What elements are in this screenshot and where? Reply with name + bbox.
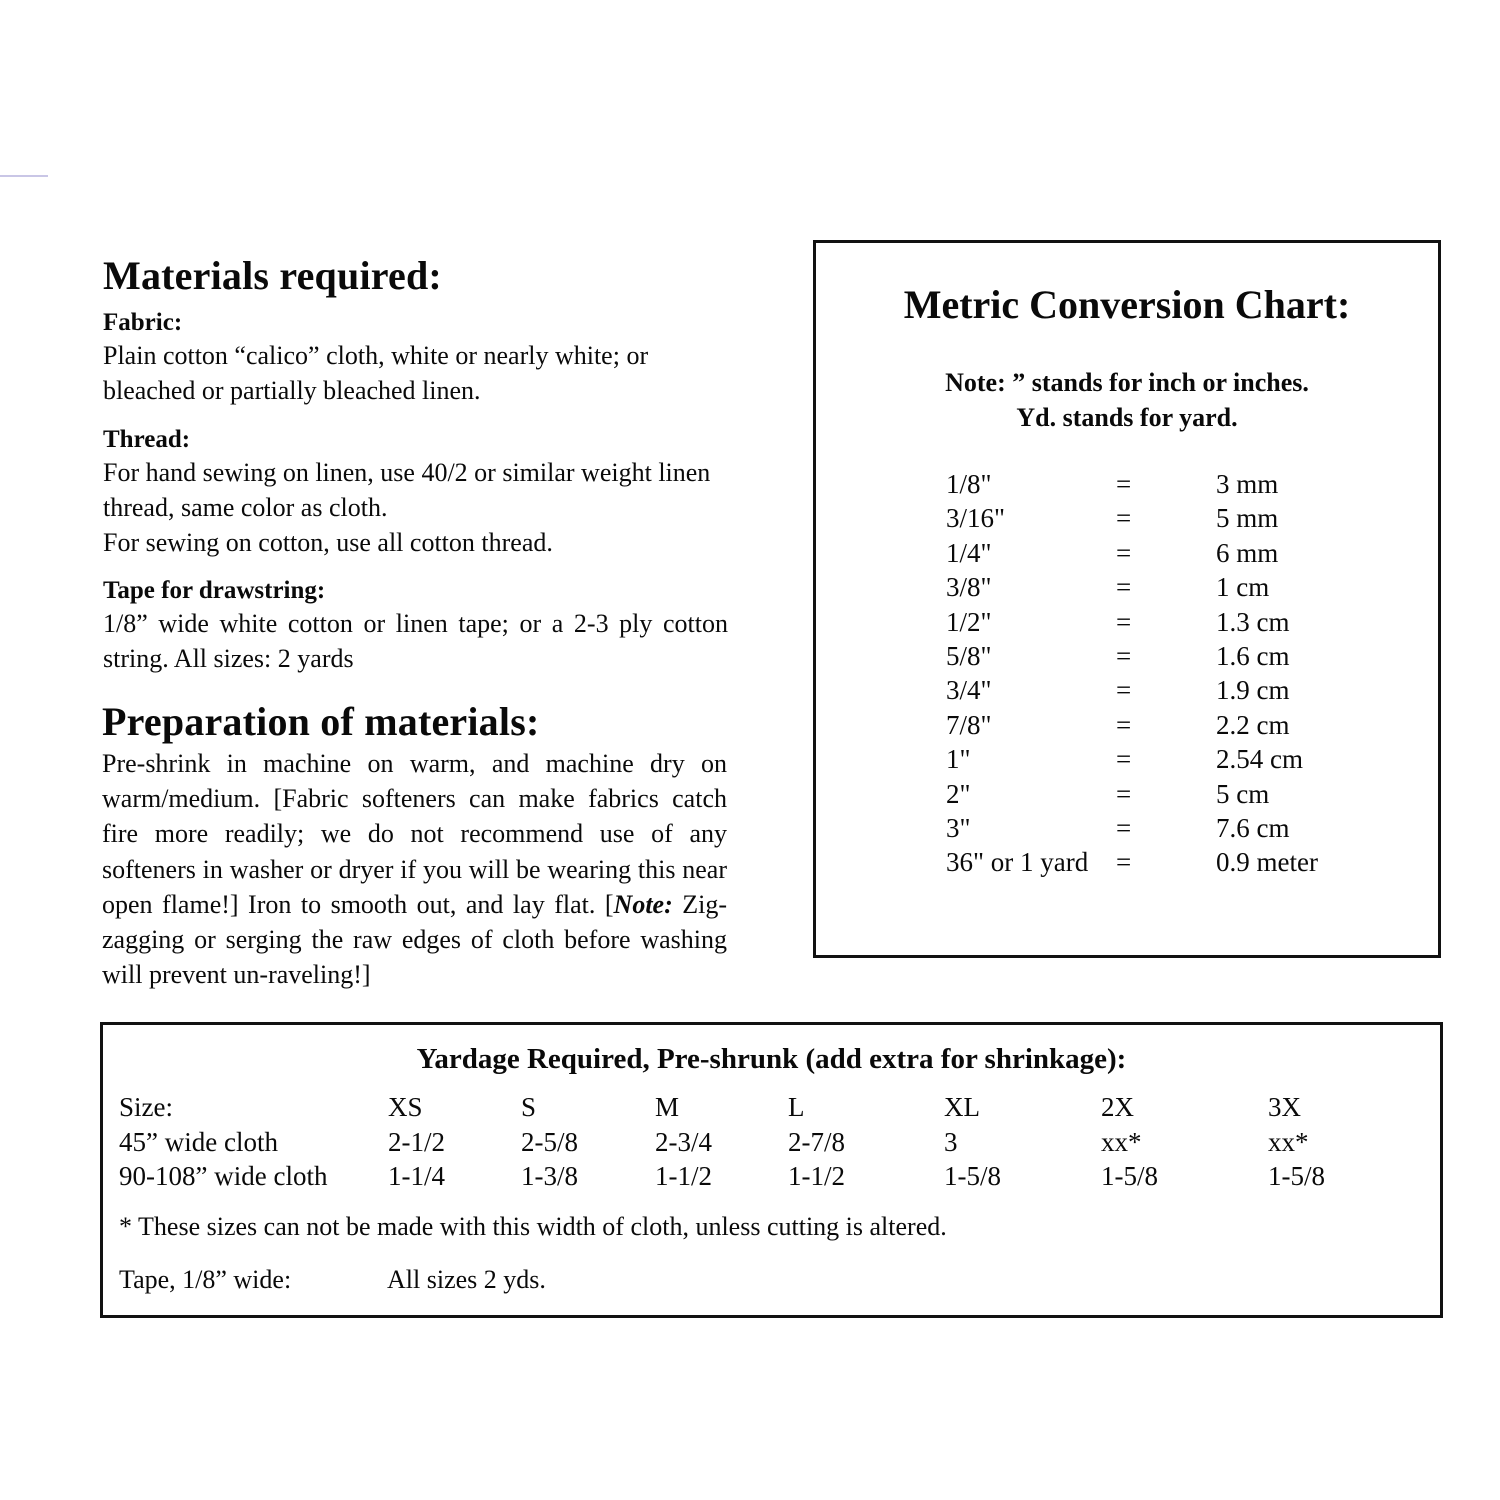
metric-equals: = bbox=[1116, 503, 1132, 534]
preparation-note-open: [ bbox=[604, 889, 614, 919]
metric-inches: 1/2" bbox=[946, 606, 992, 637]
metric-inches: 36" or 1 yard bbox=[946, 847, 1089, 878]
metric-row bbox=[946, 811, 1406, 845]
metric-row bbox=[946, 845, 1406, 879]
metric-title: Metric Conversion Chart: bbox=[903, 282, 1351, 327]
thread-label: Thread: bbox=[103, 426, 191, 453]
yardage-footnote: * These sizes can not be made with this width of cloth, unless cutting is altered. bbox=[119, 1212, 947, 1241]
metric-row bbox=[946, 777, 1406, 811]
materials-heading: Materials required: bbox=[103, 253, 442, 298]
thread-text-cotton: For sewing on cotton, use all cotton thread. bbox=[103, 528, 553, 557]
yardage-row-label: Size: bbox=[119, 1092, 173, 1122]
preparation-note-text: Zig-zagging or serging the raw edges of cloth before washing will prevent un-raveling!] bbox=[102, 889, 728, 990]
metric-value: 3 mm bbox=[1216, 469, 1279, 499]
metric-row bbox=[946, 605, 1406, 639]
preparation-body: Pre-shrink in machine on warm, and machine dry on warm/medium. [Fabric softeners can make fabrics catch fire more readily; we do not recommend use of any softeners in washer or dryer if you will be wearing this near open flame!] Iron to smooth out, and lay flat. bbox=[102, 749, 727, 919]
fabric-section bbox=[103, 308, 728, 408]
yardage-cell: 1-5/8 bbox=[1268, 1161, 1325, 1191]
metric-value: 2.2 cm bbox=[1216, 709, 1290, 740]
tape-row-label: Tape, 1/8” wide: bbox=[119, 1265, 292, 1294]
metric-value: 5 mm bbox=[1216, 503, 1279, 534]
yardage-title: Yardage Required, Pre-shrunk (add extra for shrinkage): bbox=[416, 1043, 1127, 1075]
tape-row-value: All sizes 2 yds. bbox=[387, 1265, 546, 1294]
yardage-cell: S bbox=[521, 1092, 537, 1122]
metric-row bbox=[946, 501, 1406, 535]
yardage-cell: XS bbox=[388, 1092, 423, 1122]
metric-equals: = bbox=[1116, 812, 1132, 843]
yardage-cell: 2-5/8 bbox=[521, 1126, 578, 1157]
metric-inches: 5/8" bbox=[946, 640, 992, 671]
metric-value: 1.3 cm bbox=[1216, 606, 1290, 637]
yardage-cell: 3 bbox=[944, 1126, 958, 1157]
metric-equals: = bbox=[1116, 675, 1132, 706]
yardage-size-row bbox=[119, 1090, 1419, 1125]
tape-label: Tape for drawstring: bbox=[103, 577, 326, 604]
yardage-cell: 1-1/4 bbox=[388, 1161, 445, 1191]
metric-inches: 1" bbox=[946, 744, 971, 775]
metric-conversion-table bbox=[946, 467, 1406, 880]
metric-inches: 2" bbox=[946, 778, 971, 809]
metric-value: 1.6 cm bbox=[1216, 640, 1290, 671]
metric-equals: = bbox=[1116, 572, 1132, 603]
metric-value: 6 mm bbox=[1216, 537, 1279, 568]
yardage-cell: 3X bbox=[1268, 1092, 1301, 1122]
yardage-90-row bbox=[119, 1159, 1419, 1194]
metric-row bbox=[946, 639, 1406, 673]
scan-edge-mark bbox=[0, 175, 48, 177]
fabric-label: Fabric: bbox=[103, 309, 183, 336]
thread-text-linen: For hand sewing on linen, use 40/2 or similar weight linen thread, same color as cloth. bbox=[103, 458, 711, 522]
metric-row bbox=[946, 536, 1406, 570]
metric-inches: 1/8" bbox=[946, 469, 992, 499]
tape-text: 1/8” wide white cotton or linen tape; or a 2-3 ply cotton string. All sizes: 2 yards bbox=[103, 609, 728, 673]
yardage-table bbox=[119, 1090, 1419, 1194]
yardage-cell: 2-3/4 bbox=[655, 1126, 712, 1157]
preparation-text bbox=[102, 746, 727, 992]
yardage-cell: 1-1/2 bbox=[788, 1161, 845, 1191]
yardage-cell: M bbox=[655, 1092, 680, 1122]
metric-row bbox=[946, 708, 1406, 742]
metric-row bbox=[946, 742, 1406, 776]
metric-equals: = bbox=[1116, 709, 1132, 740]
metric-value: 7.6 cm bbox=[1216, 812, 1290, 843]
metric-row bbox=[946, 570, 1406, 604]
yardage-cell: 2-1/2 bbox=[388, 1126, 445, 1157]
metric-value: 5 cm bbox=[1216, 778, 1270, 809]
thread-section bbox=[103, 425, 728, 560]
yardage-row-label: 45” wide cloth bbox=[119, 1126, 278, 1157]
metric-note-line-2: Yd. stands for yard. bbox=[1016, 403, 1238, 432]
yardage-cell: 2X bbox=[1101, 1092, 1134, 1122]
metric-equals: = bbox=[1116, 778, 1132, 809]
metric-equals: = bbox=[1116, 606, 1132, 637]
metric-equals: = bbox=[1116, 847, 1132, 878]
metric-value: 0.9 meter bbox=[1216, 847, 1318, 878]
metric-equals: = bbox=[1116, 469, 1132, 499]
metric-equals: = bbox=[1116, 537, 1132, 568]
materials-column bbox=[102, 252, 728, 990]
yardage-cell: 1-5/8 bbox=[1101, 1161, 1158, 1191]
metric-inches: 3/8" bbox=[946, 572, 992, 603]
metric-inches: 7/8" bbox=[946, 709, 992, 740]
fabric-text: Plain cotton “calico” cloth, white or nearly white; or bleached or partially bleached linen. bbox=[103, 341, 649, 405]
metric-note bbox=[816, 365, 1438, 435]
preparation-heading: Preparation of materials: bbox=[102, 699, 540, 744]
yardage-row-label: 90-108” wide cloth bbox=[119, 1161, 328, 1191]
metric-value: 1 cm bbox=[1216, 572, 1270, 603]
tape-section bbox=[103, 576, 728, 676]
metric-value: 1.9 cm bbox=[1216, 675, 1290, 706]
metric-row bbox=[946, 467, 1406, 501]
yardage-cell: xx* bbox=[1101, 1126, 1142, 1157]
metric-inches: 3/16" bbox=[946, 503, 1006, 534]
yardage-cell: L bbox=[788, 1092, 805, 1122]
yardage-box bbox=[100, 1022, 1443, 1318]
metric-equals: = bbox=[1116, 744, 1132, 775]
metric-note-line-1: Note: ” stands for inch or inches. bbox=[945, 368, 1309, 397]
yardage-cell: 1-3/8 bbox=[521, 1161, 578, 1191]
yardage-cell: xx* bbox=[1268, 1126, 1309, 1157]
metric-inches: 3/4" bbox=[946, 675, 992, 706]
metric-inches: 1/4" bbox=[946, 537, 992, 568]
preparation-section bbox=[102, 698, 727, 992]
yardage-cell: 1-1/2 bbox=[655, 1161, 712, 1191]
yardage-cell: 1-5/8 bbox=[944, 1161, 1001, 1191]
yardage-cell: XL bbox=[944, 1092, 980, 1122]
metric-conversion-box bbox=[813, 240, 1441, 958]
yardage-cell: 2-7/8 bbox=[788, 1126, 845, 1157]
preparation-note-label: Note: bbox=[613, 889, 673, 919]
yardage-45-row bbox=[119, 1125, 1419, 1160]
metric-inches: 3" bbox=[946, 812, 971, 843]
metric-value: 2.54 cm bbox=[1216, 744, 1303, 775]
metric-row bbox=[946, 673, 1406, 707]
metric-equals: = bbox=[1116, 640, 1132, 671]
